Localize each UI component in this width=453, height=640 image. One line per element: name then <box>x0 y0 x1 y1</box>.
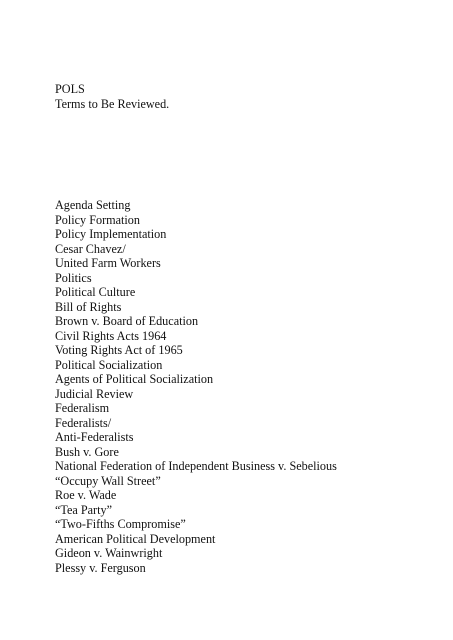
terms-list <box>55 198 337 575</box>
term-item: “Two-Fifths Compromise” <box>55 517 186 531</box>
term-item: Policy Implementation <box>55 227 167 241</box>
term-item: Plessy v. Ferguson <box>55 560 146 575</box>
term-item: “Tea Party” <box>55 502 113 517</box>
term-item: Civil Rights Acts 1964 <box>55 328 167 343</box>
term-item: Anti-Federalists <box>55 430 134 444</box>
term-item: National Federation of Independent Business v. Sebelious <box>55 459 337 473</box>
term-item: American Political Development <box>55 531 216 546</box>
term-item: Roe v. Wade <box>55 488 117 502</box>
term-item: Gideon v. Wainwright <box>55 546 163 560</box>
term-item: Voting Rights Act of 1965 <box>55 343 183 357</box>
term-item: Bill of Rights <box>55 299 122 314</box>
term-item: Bush v. Gore <box>55 444 119 459</box>
term-item: Federalism <box>55 401 110 415</box>
term-item: Brown v. Board of Education <box>55 314 199 328</box>
term-item: Federalists/ <box>55 415 112 430</box>
document-header <box>55 82 169 111</box>
term-item: Politics <box>55 270 92 285</box>
term-item: United Farm Workers <box>55 256 161 270</box>
term-item: Political Culture <box>55 285 136 299</box>
term-item: Cesar Chavez/ <box>55 241 126 256</box>
term-item: “Occupy Wall Street” <box>55 473 161 488</box>
document-subtitle: Terms to Be Reviewed. <box>55 96 170 111</box>
term-item: Agenda Setting <box>55 198 131 212</box>
term-item: Judicial Review <box>55 386 134 401</box>
term-item: Political Socialization <box>55 357 163 372</box>
term-item: Agents of Political Socialization <box>55 372 214 386</box>
term-item: Policy Formation <box>55 212 140 227</box>
course-title: POLS <box>55 82 85 96</box>
